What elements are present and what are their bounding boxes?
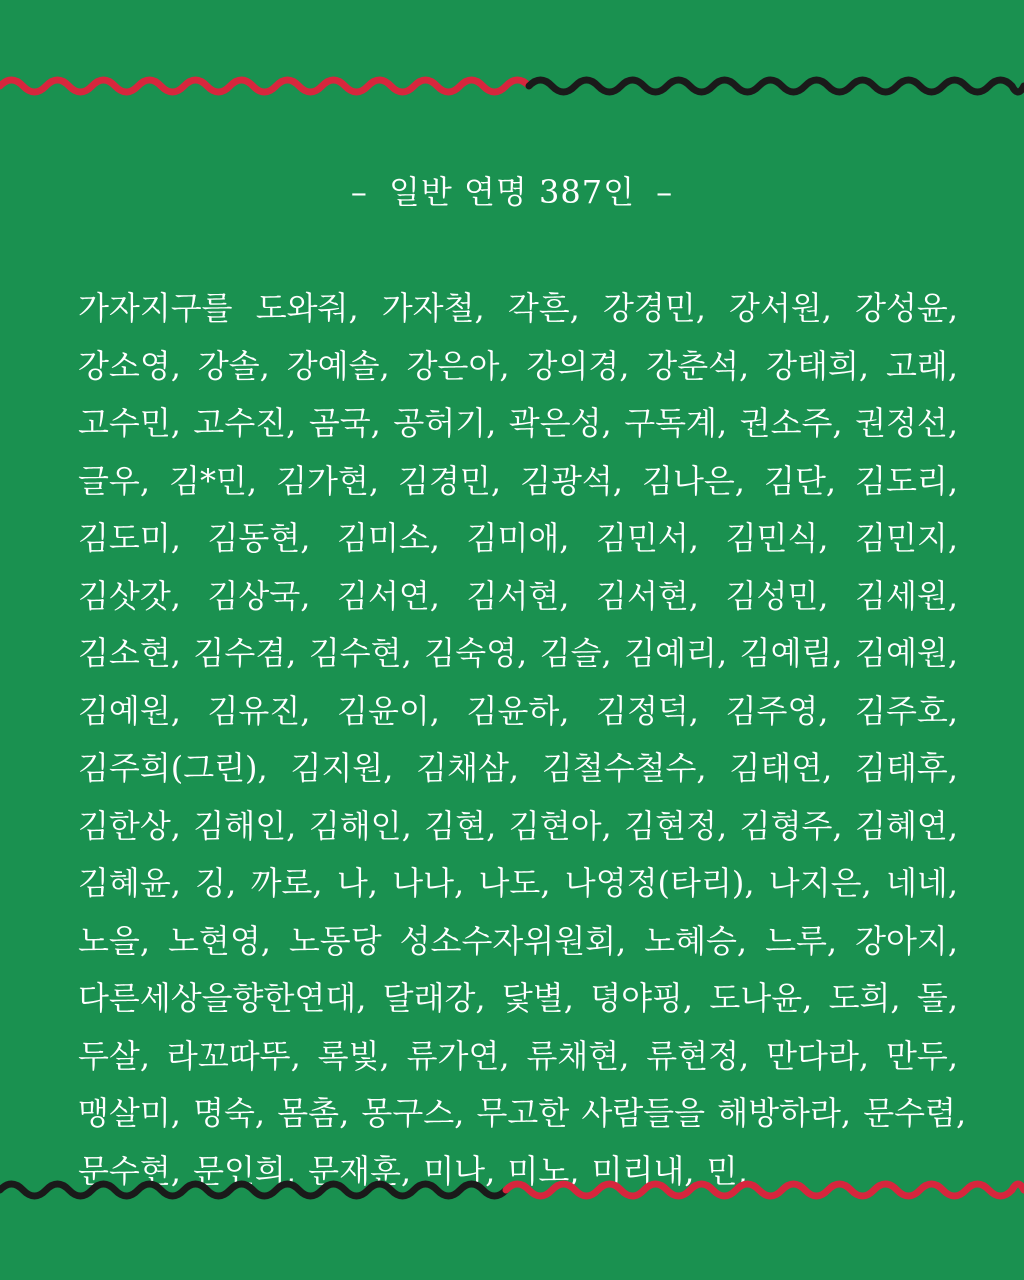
name-list-line: 강소영, 강솔, 강예솔, 강은아, 강의경, 강춘석, 강태희, 고래, (78, 346, 958, 385)
name-list-line: 다른세상을향한연대, 달래강, 닻별, 뎡야핑, 도나윤, 도희, 돌, (78, 979, 958, 1017)
name-list-line: 글우, 김*민, 김가현, 김경민, 김광석, 김나은, 김단, 김도리, (78, 461, 958, 500)
top-wavy-border (0, 66, 1024, 106)
name-list-line: 김주희(그린), 김지원, 김채삼, 김철수철수, 김태연, 김태후, (78, 749, 958, 787)
heading-dash-right: – (656, 173, 674, 211)
heading-title: 일반 연명 387인 (389, 173, 635, 211)
bottom-wave-black-segment (0, 1184, 506, 1196)
signatory-name-list (78, 280, 967, 1200)
name-list-line: 김소현, 김수겸, 김수현, 김숙영, 김슬, 김예리, 김예림, 김예원, (78, 634, 958, 672)
name-list-line: 두살, 라꼬따뚜, 록빛, 류가연, 류채현, 류현정, 만다라, 만두, (78, 1036, 958, 1075)
name-list-line: 고수민, 고수진, 곰국, 공허기, 곽은성, 구독계, 권소주, 권정선, (78, 404, 958, 442)
top-wave-black-segment (529, 80, 1024, 92)
name-list-line: 김예원, 김유진, 김윤이, 김윤하, 김정덕, 김주영, 김주호, (78, 691, 958, 730)
name-list-line: 김삿갓, 김상국, 김서연, 김서현, 김서현, 김성민, 김세원, (78, 576, 958, 615)
name-list-line: 김혜윤, 깅, 까로, 나, 나나, 나도, 나영정(타리), 나지은, 네네, (78, 864, 958, 902)
page-heading (0, 170, 1024, 214)
bottom-wave-red-segment (506, 1184, 1024, 1196)
name-list-line: 맹살미, 명숙, 몸촘, 몽구스, 무고한 사람들을 해방하라, 문수렴, (78, 1094, 967, 1132)
bottom-wavy-border (0, 1170, 1024, 1210)
top-wave-red-segment (0, 80, 529, 92)
name-list-line: 김한상, 김해인, 김해인, 김현, 김현아, 김현정, 김형주, 김혜연, (78, 806, 958, 845)
name-list-line: 김도미, 김동현, 김미소, 김미애, 김민서, 김민식, 김민지, (78, 519, 958, 557)
name-list-line: 노을, 노현영, 노동당 성소수자위원회, 노혜승, 느루, 강아지, (78, 921, 958, 960)
heading-dash-left: – (350, 173, 368, 211)
name-list-line: 가자지구를 도와줘, 가자철, 각흔, 강경민, 강서원, 강성윤, (78, 289, 958, 327)
name-list-line: 문수현, 문인희, 문재훈, 미나, 미노, 미리내, 민, (78, 1151, 748, 1190)
